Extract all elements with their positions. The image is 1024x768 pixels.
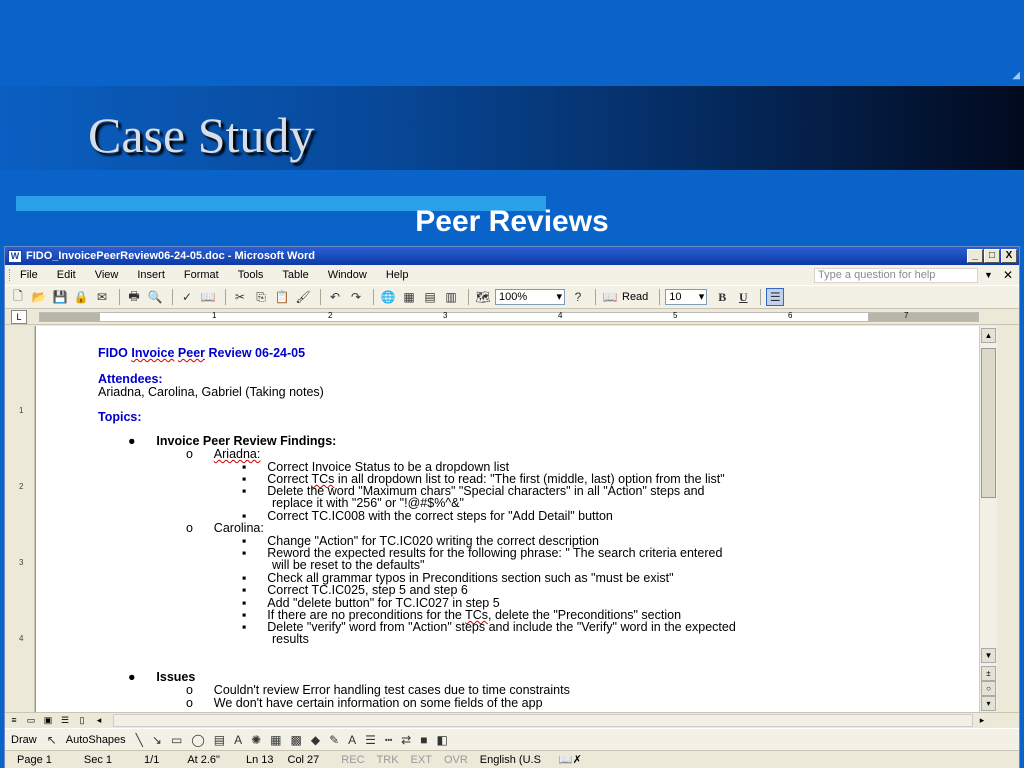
toolbar-separator [595,289,596,305]
tab-selector-icon[interactable]: L [11,310,27,324]
autoshapes-menu-button[interactable]: AutoShapes [65,733,126,746]
bullet-square-icon: ▪ [242,534,268,548]
status-page: Page 1 [17,753,52,766]
bullet-square-icon: ▪ [242,571,268,585]
list-item [186,696,543,710]
maximize-button[interactable]: □ [984,249,1000,263]
wordart-icon[interactable]: A [234,732,243,747]
spelling-icon[interactable]: ✓ [181,290,193,304]
slide-subtitle-text: Peer Reviews [415,205,609,238]
window-controls [967,249,1019,263]
corner-arrow-icon: ◢ [1012,70,1020,81]
insert-table-icon[interactable]: ▤ [424,290,436,304]
open-folder-icon[interactable]: 📂 [31,290,47,304]
vruler-number: 1 [19,406,24,415]
list-item-text: in all dropdown list to read: "The first (middle, last) option from the list" [334,472,725,486]
issues-item [128,670,195,684]
close-doc-icon[interactable]: ✕ [1002,268,1013,282]
research-icon[interactable]: 📖 [200,290,216,304]
minimize-button[interactable]: _ [967,249,983,263]
list-item-text: , delete the "Preconditions" section [488,608,682,622]
permission-icon[interactable]: 🔒 [73,290,89,304]
document-map-icon[interactable]: 🗺 [475,290,491,304]
print-preview-icon[interactable]: 🔍 [147,290,163,304]
view-and-scroll-row [5,712,1019,728]
vruler-number: 2 [19,482,24,491]
toolbar-separator [320,289,321,305]
copy-icon[interactable]: ⎘ [256,289,266,304]
toolbar-separator [468,289,469,305]
web-view-icon[interactable]: ▭ [26,715,36,725]
bullet-square-icon: ▪ [242,608,268,622]
status-ovr[interactable]: OVR [443,753,468,766]
list-item-text: Correct TC.IC025, step 5 and step 6 [267,583,468,597]
zoom-dropdown-icon: ▾ [556,291,562,303]
window-titlebar[interactable] [5,247,1019,265]
list-item-text: Delete "verify" word from "Action" steps and include the "Verify" word in the expected [267,620,736,634]
scroll-up-icon[interactable]: ▲ [981,328,996,343]
diagram-icon[interactable]: ✺ [251,732,262,747]
slide-title: Case Study [88,107,315,163]
ruler-left-margin [40,313,100,321]
prev-page-icon[interactable]: ± [981,666,996,681]
scroll-down-icon[interactable]: ▼ [981,648,996,663]
help-search-input[interactable]: Type a question for help [814,268,978,283]
ruler-number: 3 [443,310,448,320]
list-item [186,683,570,697]
carolina-label: Carolina: [213,521,264,535]
bullets-icon[interactable]: ☰ [766,288,784,306]
word-window [4,246,1020,768]
list-item-text: Reword the expected results for the following phrase: " The search criteria entered [267,546,723,560]
document-page[interactable] [35,326,979,712]
menu-window[interactable]: Window [327,269,367,281]
toolbar-separator [659,289,660,305]
picture-icon[interactable]: ▩ [290,732,302,747]
bullet-square-icon: ▪ [242,460,268,474]
doc-heading-word: Peer [177,346,206,360]
normal-view-icon[interactable]: ≡ [11,715,17,725]
menu-edit[interactable]: Edit [56,269,76,281]
line-icon[interactable]: ╲ [135,732,143,747]
vruler-number: 3 [19,558,24,567]
ruler-number: 1 [212,310,217,320]
menu-bar [5,265,1019,285]
help-dropdown-icon[interactable]: ▼ [984,270,993,280]
doc-heading-prefix: FIDO [98,346,132,360]
hyperlink-icon[interactable]: 🌐 [380,290,396,304]
rectangle-icon[interactable]: ▭ [170,732,183,747]
font-size-dropdown-icon: ▾ [698,291,705,303]
standard-toolbar [5,285,1019,309]
ruler-number: 7 [904,310,909,320]
bold-button[interactable]: B [718,289,727,304]
findings-item [128,434,336,448]
vruler-number: 4 [19,634,24,643]
arrow-style-icon[interactable]: ⇄ [401,732,412,747]
textbox-icon[interactable]: ▤ [213,732,226,747]
select-objects-icon[interactable]: ↖ [46,732,57,747]
zoom-value: 100% [499,291,528,303]
list-item-text: Delete the word "Maximum chars" "Special characters" in all "Action" steps and [267,484,705,498]
redo-icon[interactable]: ↷ [350,290,362,304]
shadow-icon[interactable]: ■ [420,732,428,747]
list-item-text: Check all grammar typos in Preconditions section such as "must be exist" [267,571,674,585]
bullet-circle-icon: o [186,447,214,461]
ariadna-item [186,447,260,461]
doc-heading [98,346,305,360]
findings-title: Invoice Peer Review Findings: [156,434,337,448]
help-icon[interactable]: ? [574,290,582,304]
list-item-text: Correct [267,472,312,486]
slide-background [0,0,1024,86]
menu-insert[interactable]: Insert [137,269,165,281]
oval-icon[interactable]: ◯ [191,732,205,747]
reading-view-icon[interactable]: ▯ [79,715,85,725]
list-item-text: Correct TC.IC008 with the correct steps for "Add Detail" button [267,509,613,523]
ruler-number: 6 [788,310,793,320]
insert-excel-icon[interactable]: ▥ [445,290,457,304]
print-layout-icon[interactable]: ▣ [43,715,53,725]
read-button[interactable]: Read [622,291,649,303]
new-doc-icon[interactable]: 🗋 [13,288,23,303]
bullet-dot-icon: ● [128,670,157,684]
menu-grip[interactable] [9,269,12,281]
list-item-continuation: will be reset to the defaults" [272,558,425,572]
topics-label: Topics: [98,410,142,424]
list-item [242,583,468,597]
save-icon[interactable]: 💾 [52,290,68,304]
drawing-toolbar [5,728,1019,750]
ruler-right-margin [868,310,978,321]
arrow-icon[interactable]: ↘ [151,732,162,747]
ruler-track[interactable] [39,312,979,322]
bullet-dot-icon: ● [128,434,157,448]
line-color-icon[interactable]: ✎ [329,732,340,747]
list-item-text: We don't have certain information on some fields of the app [213,696,543,710]
read-mode-icon[interactable]: 📖 [602,290,618,304]
list-item-continuation: results [272,632,309,646]
list-item-continuation: replace it with "256" or "!@#$%^&" [272,496,464,510]
horizontal-ruler[interactable] [5,309,1019,325]
toolbar-separator [225,289,226,305]
cut-icon[interactable]: ✂ [234,290,246,304]
bullet-circle-icon: o [186,683,214,697]
toolbar-separator [119,289,120,305]
issues-title: Issues [156,670,196,684]
paste-icon[interactable]: 📋 [274,290,290,304]
carolina-item [186,521,264,535]
vertical-ruler[interactable] [5,326,35,712]
list-item-text: If there are no preconditions for the [267,608,466,622]
bullet-circle-icon: o [186,696,214,710]
scroll-right-icon[interactable]: ▸ [979,715,985,725]
list-item-text: TCs [465,608,489,622]
toolbar-separator [373,289,374,305]
font-size-value: 10 [669,291,682,303]
line-style-icon[interactable]: ☰ [365,732,376,747]
attendees-text: Ariadna, Carolina, Gabriel (Taking notes) [98,385,324,399]
status-at: At 2.6" [187,753,220,766]
window-title: FIDO_InvoicePeerReview06-24-05.doc - Microsoft Word [26,250,315,262]
ruler-number: 2 [328,310,333,320]
scroll-thumb[interactable] [981,348,996,498]
document-area [5,326,1019,712]
menu-format[interactable]: Format [183,269,219,281]
status-language: English (U.S [479,753,541,766]
clipart-icon[interactable]: ▦ [270,732,282,747]
underline-button[interactable]: U [738,289,748,304]
next-page-icon[interactable]: ▾ [981,696,996,711]
bullet-square-icon: ▪ [242,583,268,597]
print-icon[interactable]: 🖶 [128,288,140,303]
menu-help[interactable]: Help [385,269,409,281]
list-item [242,509,613,523]
list-item-text: Change "Action" for TC.IC020 writing the correct description [267,534,599,548]
zoom-select[interactable] [495,289,565,305]
status-bar [5,750,1019,768]
menu-view[interactable]: View [94,269,119,281]
ariadna-label: Ariadna: [213,447,261,461]
toolbar-separator [760,289,761,305]
doc-heading-word: Invoice [131,346,175,360]
horizontal-scrollbar[interactable] [113,714,973,727]
font-size-select[interactable] [665,289,707,305]
bullet-square-icon: ▪ [242,546,268,560]
dash-style-icon[interactable]: ┅ [384,732,393,747]
bullet-square-icon: ▪ [242,472,268,486]
status-col: Col 27 [287,753,320,766]
bullet-square-icon: ▪ [242,509,268,523]
word-doc-icon: W [8,250,22,263]
format-painter-icon[interactable]: 🖌 [295,290,311,304]
menu-tools[interactable]: Tools [237,269,264,281]
status-section: Sec 1 [83,753,113,766]
list-item [242,620,736,634]
scroll-left-icon[interactable]: ◂ [96,715,102,725]
toolbar-separator [172,289,173,305]
slide-subtitle [0,205,1024,239]
draw-menu-button[interactable]: Draw [11,733,37,746]
fill-color-icon[interactable]: ◆ [310,732,321,747]
status-trk[interactable]: TRK [376,753,399,766]
bullet-square-icon: ▪ [242,620,268,634]
list-item-text: Add "delete button" for TC.IC027 in step 5 [267,596,500,610]
doc-heading-suffix: Review 06-24-05 [205,346,306,360]
close-button[interactable]: X [1001,249,1017,263]
outline-view-icon[interactable]: ☰ [60,715,70,725]
menu-file[interactable]: File [20,269,38,281]
menu-table[interactable]: Table [282,269,309,281]
attendees-label: Attendees: [98,372,163,386]
bullet-circle-icon: o [186,521,214,535]
list-item-text: Couldn't review Error handling test cases due to time constraints [213,683,570,697]
status-line: Ln 13 [245,753,274,766]
status-pages: 1/1 [144,753,160,766]
font-color-icon[interactable]: A [348,732,357,747]
vertical-scrollbar[interactable] [979,326,997,712]
ruler-number: 5 [673,310,678,320]
bullet-square-icon: ▪ [242,596,268,610]
status-rec[interactable]: REC [341,753,365,766]
status-ext[interactable]: EXT [410,753,432,766]
email-icon[interactable]: ✉ [96,290,108,304]
3d-icon[interactable]: ◧ [436,732,448,747]
undo-icon[interactable]: ↶ [329,290,341,304]
list-item-text: TCs [311,472,335,486]
select-browse-icon[interactable]: ○ [981,681,996,696]
spelling-status-icon[interactable]: 📖✗ [558,754,582,766]
bullet-square-icon: ▪ [242,484,268,498]
ruler-number: 4 [558,310,563,320]
tables-borders-icon[interactable]: ▦ [403,290,415,304]
list-item-text: Correct Invoice Status to be a dropdown list [267,460,510,474]
